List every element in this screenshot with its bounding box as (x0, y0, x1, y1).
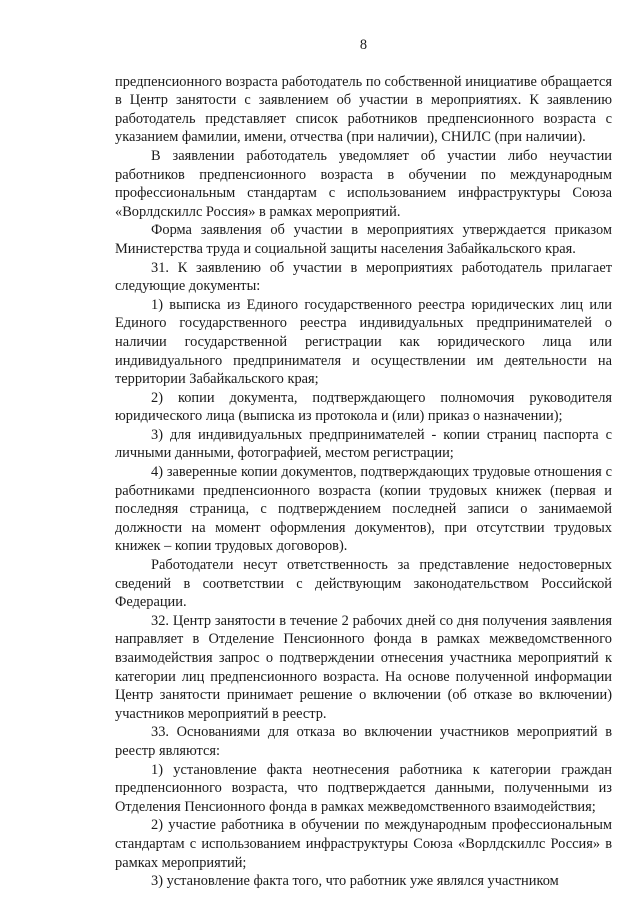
clause-31-item-2: 2) копии документа, подтверждающего полномочия руководителя юридического лица (выписка из протокола и (или) приказ о назначении); (115, 389, 612, 425)
clause-31-item-1: 1) выписка из Единого государственного реестра юридических лиц или Единого государственного реестра индивидуальных предпринимателей о наличии государственной регистрации как юридического лица или индивидуального предпринимателя и осуществлении им деятельности на территории Забайкальского края; (115, 296, 612, 388)
clause-33-item-1: 1) установление факта неотнесения работника к категории граждан предпенсионного возраста, что подтверждается данными, полученными из Отделения Пенсионного фонда в рамках межведомственного взаимодействия; (115, 761, 612, 815)
page-number: 8 (359, 37, 368, 53)
paragraph-notification: В заявлении работодатель уведомляет об участии либо неучастии работников предпенсионного возраста в обучении по международным профессиональным стандартам с использованием инфраструктуры Союза «Ворлдскиллс Россия» в рамках мероприятий. (115, 147, 612, 220)
clause-31-item-4: 4) заверенные копии документов, подтверждающих трудовые отношения с работниками предпенсионного возраста (копии трудовых книжек (первая и последняя страница, с подтверждением последней записи о занимаемой должности на момент оформления документов), при отсутствии трудовых книжек – копии трудовых договоров). (115, 464, 612, 555)
clause-31: 31. К заявлению об участии в мероприятиях работодатель прилагает следующие документы: (115, 259, 612, 295)
clause-31-item-3: 3) для индивидуальных предпринимателей - копии страниц паспорта с личными данными, фотографией, местом регистрации; (115, 426, 612, 462)
paragraph-responsibility: Работодатели несут ответственность за представление недостоверных сведений в соответствии с действующим законодательством Российской Федерации. (115, 557, 612, 611)
clause-33: 33. Основаниями для отказа во включении участников мероприятий в реестр являются: (115, 724, 612, 759)
paragraph-continuation: предпенсионного возраста работодатель по собственной инициативе обращается в Центр занятости с заявлением об участии в мероприятиях. К заявлению работодатель представляет список работников предпенсионного возраста с указанием фамилии, имени, отчества (при наличии), СНИЛС (при наличии). (115, 73, 612, 146)
clause-33-item-2: 2) участие работника в обучении по международным профессиональным стандартам с использованием инфраструктуры Союза «Ворлдскиллс Россия» в рамках мероприятий; (115, 817, 612, 871)
clause-32: 32. Центр занятости в течение 2 рабочих дней со дня получения заявления направляет в Отделение Пенсионного фонда в рамках межведомственного взаимодействия запрос о подтверждении отнесения участника мероприятий к категории лиц предпенсионного возраста. На основе полученной информации Центр занятости принимает решение о включении (об отказе во включении) участников мероприятий в реестр. (115, 612, 612, 722)
clause-33-item-3: 3) установление факта того, что работник уже являлся участником (151, 873, 559, 890)
paragraph-form: Форма заявления об участии в мероприятиях утверждается приказом Министерства труда и социальной защиты населения Забайкальского края. (115, 222, 612, 257)
